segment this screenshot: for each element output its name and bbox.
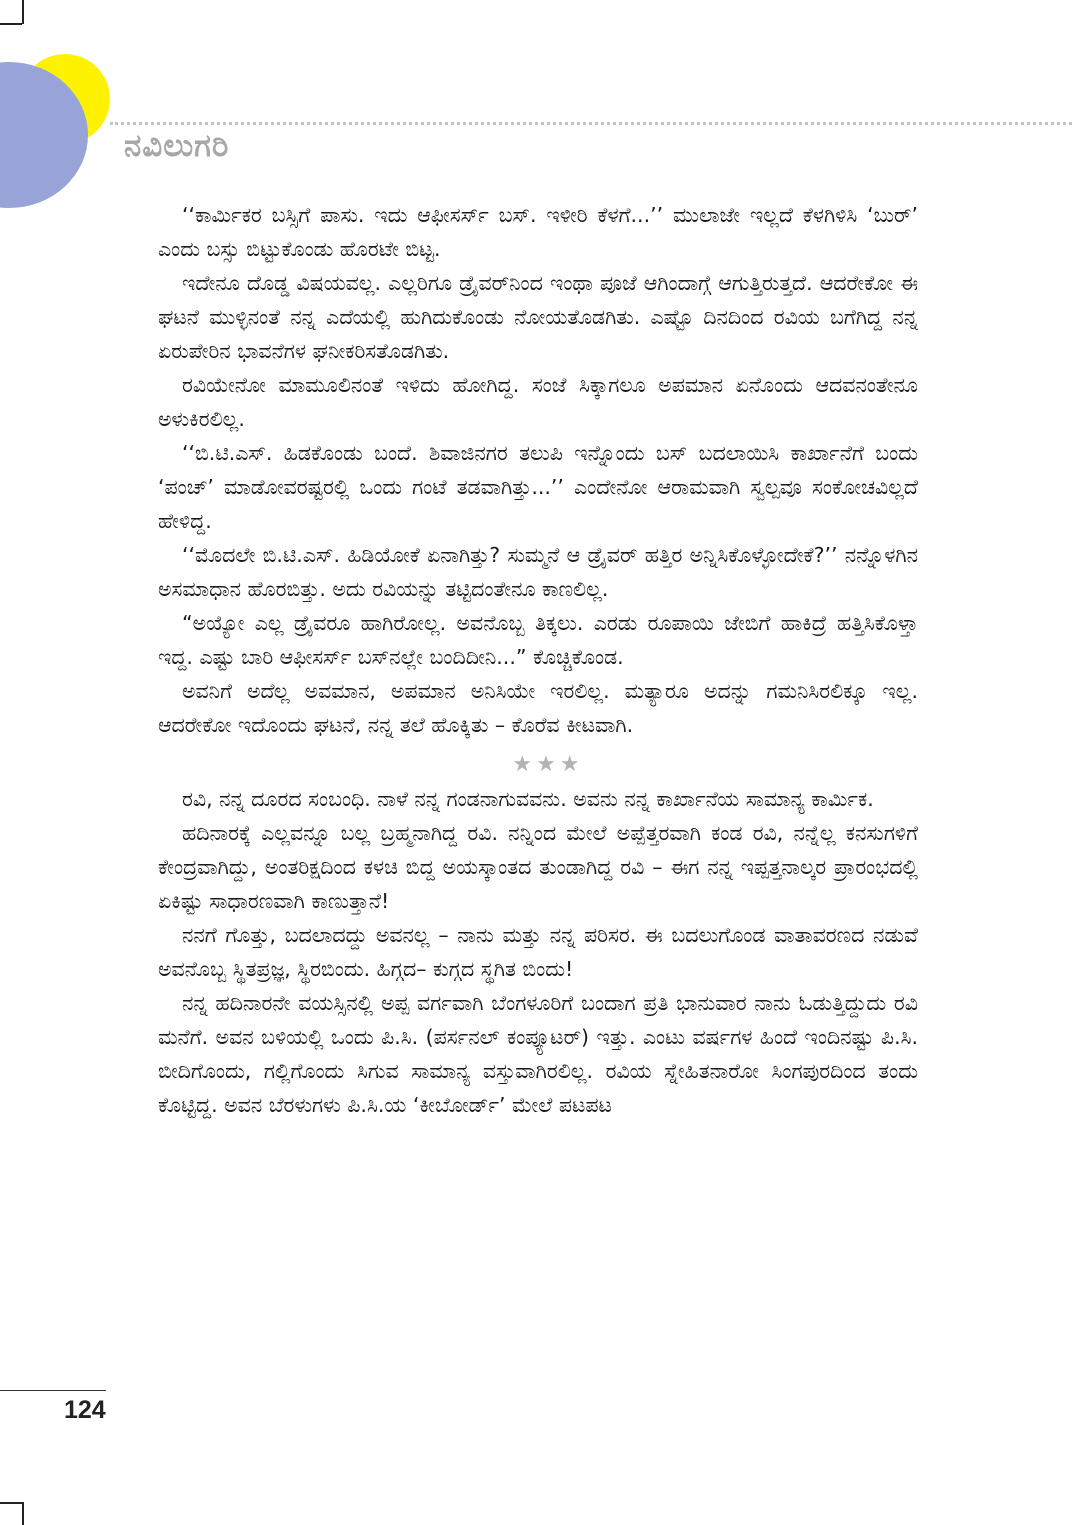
paragraph: ‘‘ಮೊದಲೇ ಬಿ.ಟಿ.ಎಸ್. ಹಿಡಿಯೋಕೆ ಏನಾಗಿತ್ತು? ಸುಮ್ಮನೆ ಆ ಡ್ರೈವರ್ ಹತ್ತಿರ ಅನ್ನಿಸಿಕೊಳ್ಳೋದೇಕೆ?’’ ನನ್ನೊಳಗಿನ ಅಸಮಾಧಾನ ಹೊರಬಿತ್ತು. ಅದು ರವಿಯನ್ನು ತಟ್ಟಿದಂತೇನೂ ಕಾಣಲಿಲ್ಲ. xyxy=(158,543,918,601)
paragraph: ನನ್ನ ಹದಿನಾರನೇ ವಯಸ್ಸಿನಲ್ಲಿ ಅಪ್ಪ ವರ್ಗವಾಗಿ ಬೆಂಗಳೂರಿಗೆ ಬಂದಾಗ ಪ್ರತಿ ಭಾನುವಾರ ನಾನು ಓಡುತ್ತಿದ್ದುದು ರವಿ ಮನೆಗೆ. ಅವನ ಬಳಿಯಲ್ಲಿ ಒಂದು ಪಿ.ಸಿ. (ಪರ್ಸನಲ್ ಕಂಪ್ಯೂಟರ್) ಇತ್ತು. ಎಂಟು ವರ್ಷಗಳ ಹಿಂದೆ ಇಂದಿನಷ್ಟು ಪಿ.ಸಿ. ಬೀದಿಗೊಂದು, ಗಲ್ಲಿಗೊಂದು ಸಿಗುವ ಸಾಮಾನ್ಯ ವಸ್ತುವಾಗಿರಲಿಲ್ಲ. ರವಿಯ ಸ್ನೇಹಿತನಾರೋ ಸಿಂಗಪುರದಿಂದ ತಂದು ಕೊಟ್ಟಿದ್ದ. ಅವನ ಬೆರಳುಗಳು ಪಿ.ಸಿ.ಯ ‘ಕೀಬೋರ್ಡ್’ ಮೇಲೆ ಪಟಪಟ xyxy=(158,991,918,1117)
crop-mark-top-vertical xyxy=(22,0,24,24)
crop-mark-bottom-horizontal xyxy=(0,1502,22,1504)
page-number: 124 xyxy=(64,1396,106,1424)
crop-mark-top-horizontal xyxy=(0,23,22,25)
paragraph: ನನಗೆ ಗೊತ್ತು, ಬದಲಾದದ್ದು ಅವನಲ್ಲ – ನಾನು ಮತ್ತು ನನ್ನ ಪರಿಸರ. ಈ ಬದಲುಗೊಂಡ ವಾತಾವರಣದ ನಡುವೆ ಅವನೊಬ್ಬ ಸ್ಥಿತಪ್ರಜ್ಞ, ಸ್ಥಿರಬಿಂದು. ಹಿಗ್ಗದ– ಕುಗ್ಗದ ಸ್ಥಗಿತ ಬಿಂದು! xyxy=(158,923,918,981)
paragraph: ರವಿ, ನನ್ನ ದೂರದ ಸಂಬಂಧಿ. ನಾಳೆ ನನ್ನ ಗಂಡನಾಗುವವನು. ಅವನು ನನ್ನ ಕಾರ್ಖಾನೆಯ ಸಾಮಾನ್ಯ ಕಾರ್ಮಿಕ. xyxy=(182,787,874,811)
section-separator-stars: ★★★ xyxy=(512,752,584,777)
header-dotted-rule xyxy=(110,122,1072,125)
folio-rule xyxy=(0,1390,106,1391)
paragraph: ರವಿಯೇನೋ ಮಾಮೂಲಿನಂತೆ ಇಳಿದು ಹೋಗಿದ್ದ. ಸಂಜೆ ಸಿಕ್ಕಾಗಲೂ ಅಪಮಾನ ಏನೊಂದು ಆದವನಂತೇನೂ ಅಳುಕಿರಲಿಲ್ಲ. xyxy=(158,373,918,431)
running-title: ನವಿಲುಗರಿ xyxy=(124,128,230,164)
paragraph: ‘‘ಕಾರ್ಮಿಕರ ಬಸ್ಸಿಗೆ ಪಾಸು. ಇದು ಆಫೀಸರ್ಸ್ ಬಸ್. ಇಳೀರಿ ಕೆಳಗೆ...’’ ಮುಲಾಜೇ ಇಲ್ಲದೆ ಕೆಳಗಿಳಿಸಿ ‘ಬುರ್’ ಎಂದು ಬಸ್ಸು ಬಿಟ್ಟುಕೊಂಡು ಹೊರಟೇ ಬಿಟ್ಟ. xyxy=(158,203,918,261)
body-text xyxy=(158,198,918,1122)
paragraph: “ಅಯ್ಯೋ ಎಲ್ಲ ಡ್ರೈವರೂ ಹಾಗಿರೋಲ್ಲ. ಅವನೊಬ್ಬ ತಿಕ್ಕಲು. ಎರಡು ರೂಪಾಯಿ ಜೇಬಿಗೆ ಹಾಕಿದ್ರೆ ಹತ್ತಿಸಿಕೊಳ್ತಾ ಇದ್ದ. ಎಷ್ಟು ಬಾರಿ ಆಫೀಸರ್ಸ್ ಬಸ್‌ನಲ್ಲೇ ಬಂದಿದೀನಿ...” ಕೊಚ್ಚಿಕೊಂಡ. xyxy=(158,611,918,669)
paragraph: ಅವನಿಗೆ ಅದೆಲ್ಲ ಅವಮಾನ, ಅಪಮಾನ ಅನಿಸಿಯೇ ಇರಲಿಲ್ಲ. ಮತ್ಯಾರೂ ಅದನ್ನು ಗಮನಿಸಿರಲಿಕ್ಕೂ ಇಲ್ಲ. ಆದರೇಕೋ ಇದೊಂದು ಘಟನೆ, ನನ್ನ ತಲೆ ಹೊಕ್ಕಿತು – ಕೊರೆವ ಕೀಟವಾಗಿ. xyxy=(158,679,918,737)
crop-mark-bottom-vertical xyxy=(22,1502,24,1525)
paragraph: ಇದೇನೂ ದೊಡ್ಡ ವಿಷಯವಲ್ಲ. ಎಲ್ಲರಿಗೂ ಡ್ರೈವರ್‌ನಿಂದ ಇಂಥಾ ಪೂಜೆ ಆಗಿಂದಾಗ್ಗೆ ಆಗುತ್ತಿರುತ್ತದೆ. ಆದರೇಕೋ ಈ ಘಟನೆ ಮುಳ್ಳಿನಂತೆ ನನ್ನ ಎದೆಯಲ್ಲಿ ಹುಗಿದುಕೊಂಡು ನೋಯತೊಡಗಿತು. ಎಷ್ಟೊ ದಿನದಿಂದ ರವಿಯ ಬಗೆಗಿದ್ದ ನನ್ನ ಏರುಪೇರಿನ ಭಾವನೆಗಳ ಘನೀಕರಿಸತೊಡಗಿತು. xyxy=(158,271,918,363)
paragraph: ಹದಿನಾರಕ್ಕೆ ಎಲ್ಲವನ್ನೂ ಬಲ್ಲ ಬ್ರಹ್ಮನಾಗಿದ್ದ ರವಿ. ನನ್ನಿಂದ ಮೇಲೆ ಅಪ್ಪೆತ್ತರವಾಗಿ ಕಂಡ ರವಿ, ನನ್ನೆಲ್ಲ ಕನಸುಗಳಿಗೆ ಕೇಂದ್ರವಾಗಿದ್ದು, ಅಂತರಿಕ್ಷದಿಂದ ಕಳಚಿ ಬಿದ್ದ ಅಯಸ್ಕಾಂತದ ತುಂಡಾಗಿದ್ದ ರವಿ – ಈಗ ನನ್ನ ಇಪ್ಪತ್ತನಾಲ್ಕರ ಪ್ರಾರಂಭದಲ್ಲಿ ಏಕಿಷ್ಟು ಸಾಧಾರಣವಾಗಿ ಕಾಣುತ್ತಾನೆ! xyxy=(158,821,918,913)
paragraph: ‘‘ಬಿ.ಟಿ.ಎಸ್. ಹಿಡಕೊಂಡು ಬಂದೆ. ಶಿವಾಜಿನಗರ ತಲುಪಿ ಇನ್ನೊಂದು ಬಸ್ ಬದಲಾಯಿಸಿ ಕಾರ್ಖಾನೆಗೆ ಬಂದು ‘ಪಂಚ್’ ಮಾಡೋವರಷ್ಟರಲ್ಲಿ ಒಂದು ಗಂಟೆ ತಡವಾಗಿತ್ತು...’’ ಎಂದೇನೋ ಆರಾಮವಾಗಿ ಸ್ವಲ್ಪವೂ ಸಂಕೋಚವಿಲ್ಲದೆ ಹೇಳಿದ್ದ. xyxy=(158,441,918,533)
